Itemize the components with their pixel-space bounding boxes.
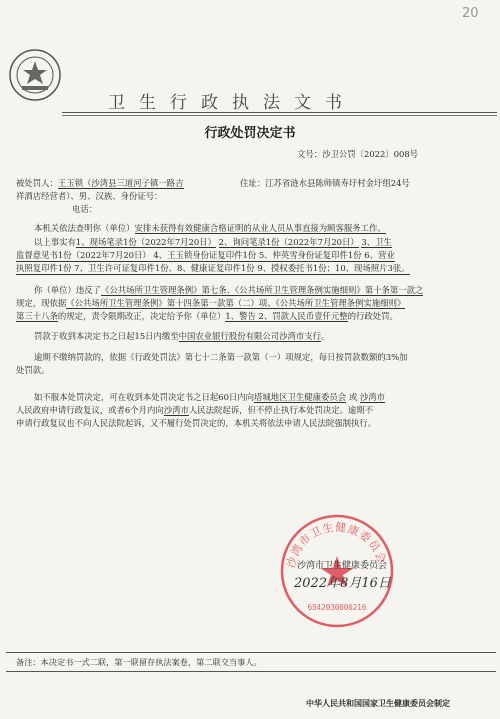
footer-divider [6,652,496,653]
health-emblem-icon [8,48,62,102]
footer-note: 备注：本决定书一式二联，第一联留存执法案卷，第二联交当事人。 [16,657,262,667]
evidence-line-2: 监督意见书1份（2022年7月20日） 4、王玉锁身份证复印件1份 5、仲英雪身份证复印件1份 6、营业 [16,250,395,260]
finding-paragraph: 本机关依法查明你（单位）安排未获得有效健康合格证明的从业人员从事直接为顾客服务工作。 [34,223,386,233]
penalty-line: 第三十八条的规定，责令限期改正，决定给予你（单位）1、警告 2、罚款人民币壹仟元整的行政处罚。 [16,311,398,321]
signing-organization: 沙湾市卫生健康委员会 [297,561,388,571]
late-fee-line-1: 逾期不缴纳罚款的，依据《行政处罚法》第七十二条第一款第（一）项规定，每日按罚款数额的3%加 [34,352,408,362]
party-line-1: 被处罚人：王玉锁（沙湾县三道河子镇一路吉 [16,178,184,188]
svg-text:6542030000216: 6542030000216 [307,603,367,612]
appeal-line-2: 人民政府申请行政复议，或者6个月内向沙湾市人民法院起诉，但不停止执行本处罚决定。逾期不 [16,405,374,415]
footer-divider-bottom [6,671,496,672]
page-corner-mark: 20 [462,6,479,21]
appeal-line-1: 如不服本处罚决定，可在收到本处罚决定书之日起60日内向塔城地区卫生健康委员会 或 沙湾市 [34,392,385,402]
document-number: 文号：沙卫公罚〔2022〕008号 [297,149,419,159]
party-line-2: 祥酒店经营者）、男、汉族、身份证号： [16,191,163,201]
violation-line-1: 你（单位）违反了《公共场所卫生管理条例》第七条、《公共场所卫生管理条例实施细则》第十条第一款之 [34,285,424,295]
document-title: 行政处罚决定书 [204,126,296,141]
party-address: 住址：江苏省涟水县陈师镇寿圩村金圩组24号 [240,178,410,188]
evidence-line-3: 执照复印件1份 7、卫生许可证复印件1份、8、健康证复印件1份 9、授权委托书1份；10、现场照片3张。 [16,263,410,273]
header-rule [62,112,497,113]
evidence-line-1: 以上事实有1、现场笔录1份（2022年7月20日） 2、询问笔录1份（2022年7月20日） 3、卫生 [34,237,392,247]
header-title: 卫生行政执法文书 [108,93,356,113]
signing-date: 2022年8月16日 [294,576,391,591]
payment-line: 罚款于收到本决定书之日起15日内缴至中国农业银行股份有限公司沙湾市支行。 [34,331,330,341]
header-rule-thin [62,115,497,116]
party-phone: 电话： [72,204,98,214]
appeal-line-3: 申请行政复议也不向人民法院起诉，又不履行处罚决定的，本机关将依法申请人民法院强制执行。 [16,418,377,428]
svg-text:沙湾市卫生健康委员会: 沙湾市卫生健康委员会 [284,520,389,570]
official-seal-stamp [278,512,396,630]
issuing-authority: 中华人民共和国国家卫生健康委员会制定 [306,699,450,708]
violation-line-2: 规定，现依据《公共场所卫生管理条例》第十四条第一款第（二）项、《公共场所卫生管理条例实施细则》 [16,298,406,308]
party-name: 王玉锁（沙湾县三道河子镇一路吉 [57,178,184,188]
late-fee-line-2: 处罚款。 [16,365,50,375]
